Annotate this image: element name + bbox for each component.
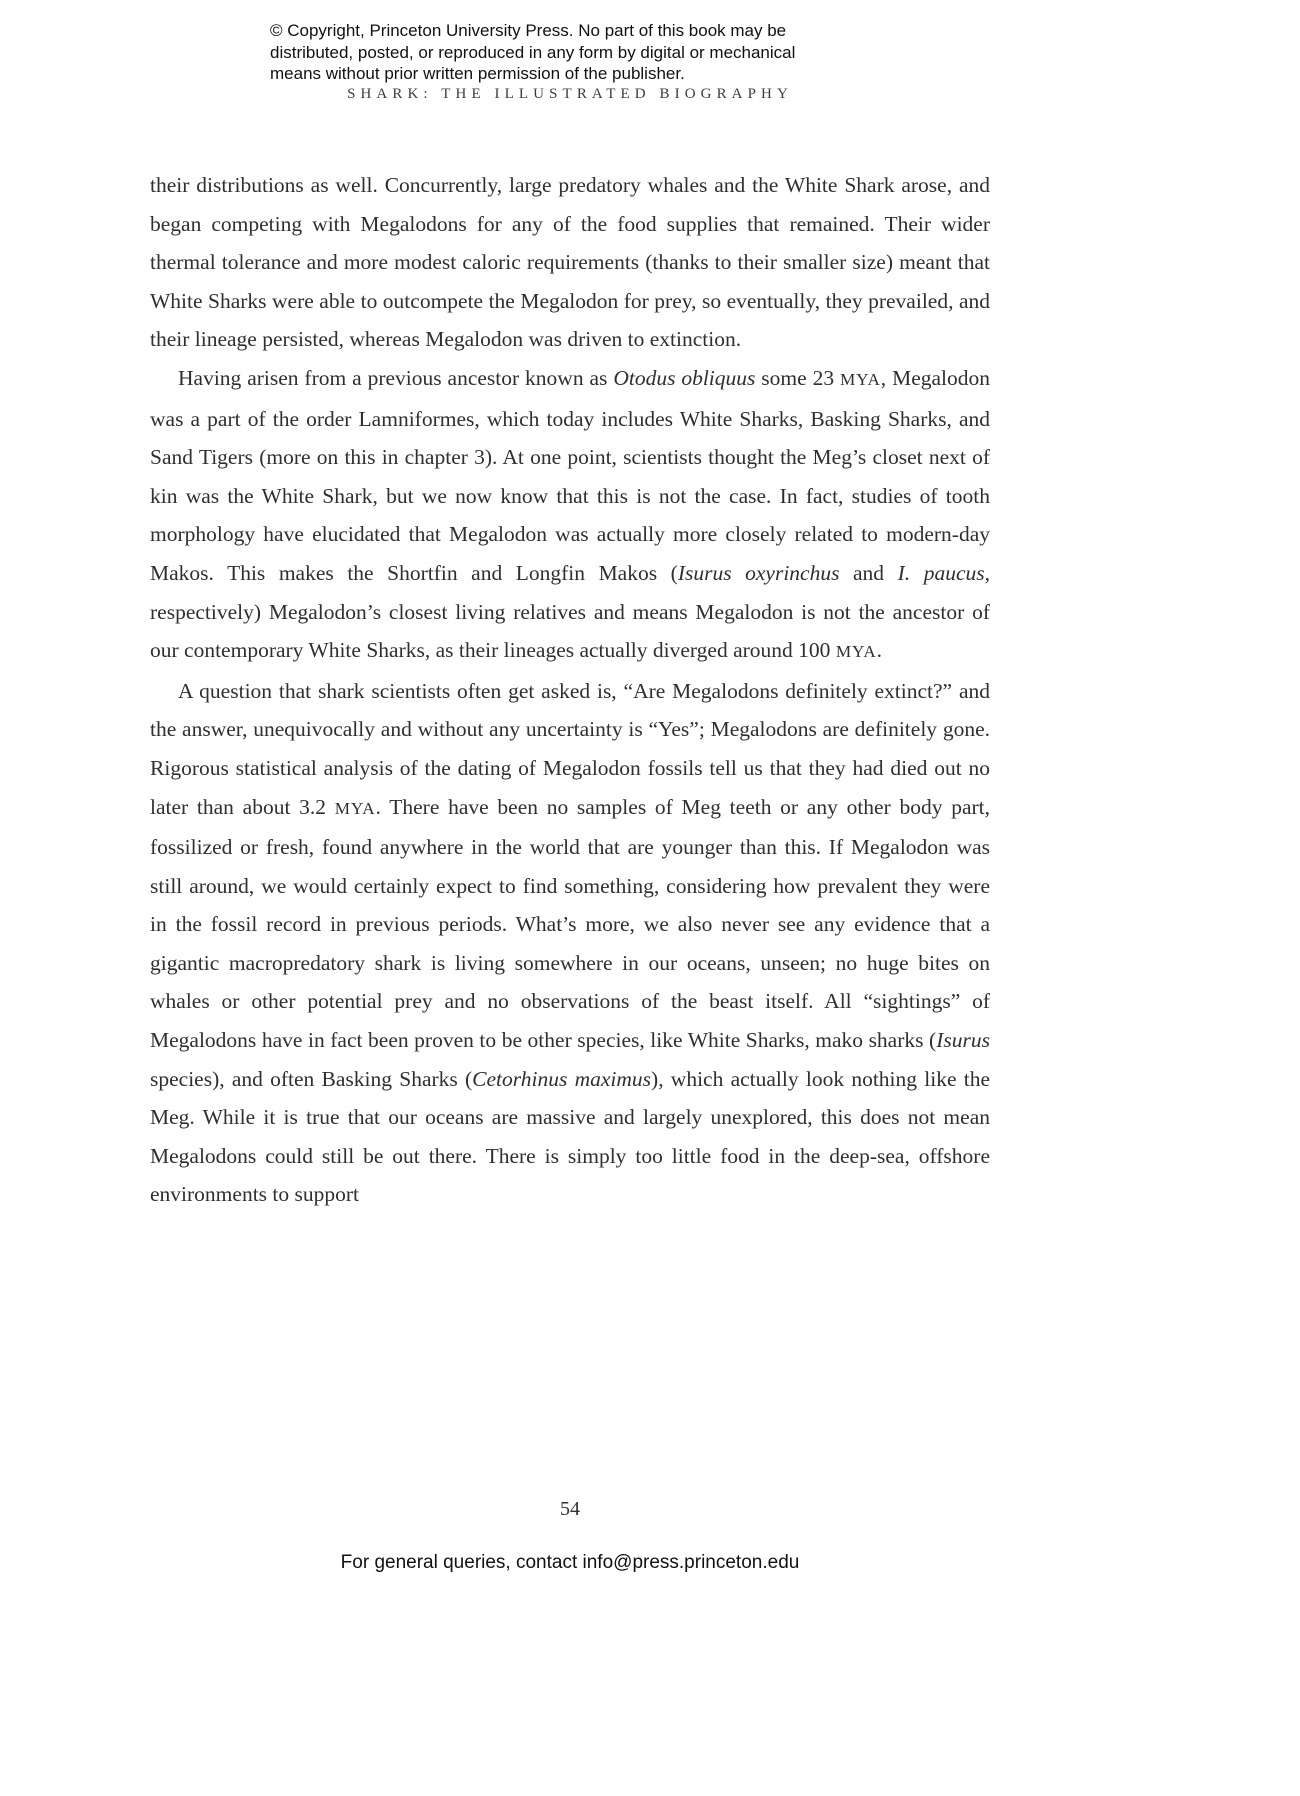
body-text-run: . There have been no samples of Meg teeth or any other body part, fossilized or fresh, found anywhere in the world that are younger than this. If Megalodon was still around, we would certainly expect to find something, considering how prevalent they were in the fossil record in previous periods. What’s more, we also never see any evidence that a gigantic macropredatory shark is living somewhere in our oceans, unseen; no huge bites on whales or other potential prey and no observations of the beast itself. All “sightings” of Megalodons have in fact been proven to be other species, like White Sharks, mako sharks ( [150, 794, 990, 1053]
body-text-run: . [876, 638, 882, 663]
copyright-line: means without prior written permission of the publisher. [270, 64, 685, 83]
smallcaps-abbreviation: MYA [334, 798, 376, 818]
body-paragraph [150, 166, 990, 359]
body-text-column [150, 166, 990, 1214]
species-name-italic: Cetorhinus maximus [472, 1066, 652, 1091]
body-text-run: and [839, 560, 898, 585]
footer-contact: For general queries, contact info@press.princeton.edu [340, 1552, 800, 1573]
running-head: SHARK: THE ILLUSTRATED BIOGRAPHY [347, 86, 793, 102]
species-name-italic: Otodus obliquus [613, 365, 756, 390]
body-text-run: their distributions as well. Concurrently, large predatory whales and the White Shark arose, and began competing with Megalodons for any of the food supplies that remained. Their wider thermal tolerance and more modest caloric requirements (thanks to their smaller size) meant that White Sharks were able to outcompete the Megalodon for prey, so eventually, they prevailed, and their lineage persisted, whereas Megalodon was driven to extinction. [150, 173, 990, 352]
page-number: 54 [560, 1498, 580, 1520]
copyright-line: © Copyright, Princeton University Press. No part of this book may be [270, 21, 787, 40]
smallcaps-abbreviation: MYA [835, 642, 877, 662]
body-text-run: some 23 [755, 365, 841, 390]
body-paragraph [150, 359, 990, 672]
smallcaps-abbreviation: MYA [840, 369, 881, 389]
species-name-italic: Isurus oxyrinchus [677, 560, 840, 585]
body-text-run: A question that shark scientists often get asked is, “Are Megalodons definitely extinct?” and the answer, unequivocally and without any uncertainty is “Yes”; Megalodons are definitely gone. Rigorous statistical analysis of the dating of Megalodon fossils tell us that they had died out no later than about 3.2 [150, 678, 990, 819]
body-text-run: , Megalodon was a part of the order Lamniformes, which today includes White Sharks, Basking Sharks, and Sand Tigers (more on this in chapter 3). At one point, scientists thought the Meg’s closet next of kin was the White Shark, but we now know that this is not the case. In fact, studies of tooth morphology have elucidated that Megalodon was actually more closely related to modern-day Makos. This makes the Shortfin and Longfin Makos ( [150, 365, 991, 585]
body-text-run: , respectively) Megalodon’s closest living relatives and means Megalodon is not the ancestor of our contemporary White Sharks, as their lineages actually diverged around 100 [150, 560, 990, 663]
copyright-line: distributed, posted, or reproduced in any form by digital or mechanical [270, 42, 796, 62]
body-text-run: species), and often Basking Sharks ( [150, 1066, 473, 1091]
body-paragraph [150, 672, 990, 1214]
body-text-run: ), which actually look nothing like the Meg. While it is true that our oceans are massive and largely unexplored, this does not mean Megalodons could still be out there. There is simply too little food in the deep-sea, offshore environments to support [150, 1066, 990, 1207]
species-name-italic: I. paucus [897, 560, 985, 585]
copyright-notice [270, 20, 795, 85]
body-text-run: Having arisen from a previous ancestor known as [178, 365, 614, 390]
species-name-italic: Isurus [936, 1028, 990, 1053]
